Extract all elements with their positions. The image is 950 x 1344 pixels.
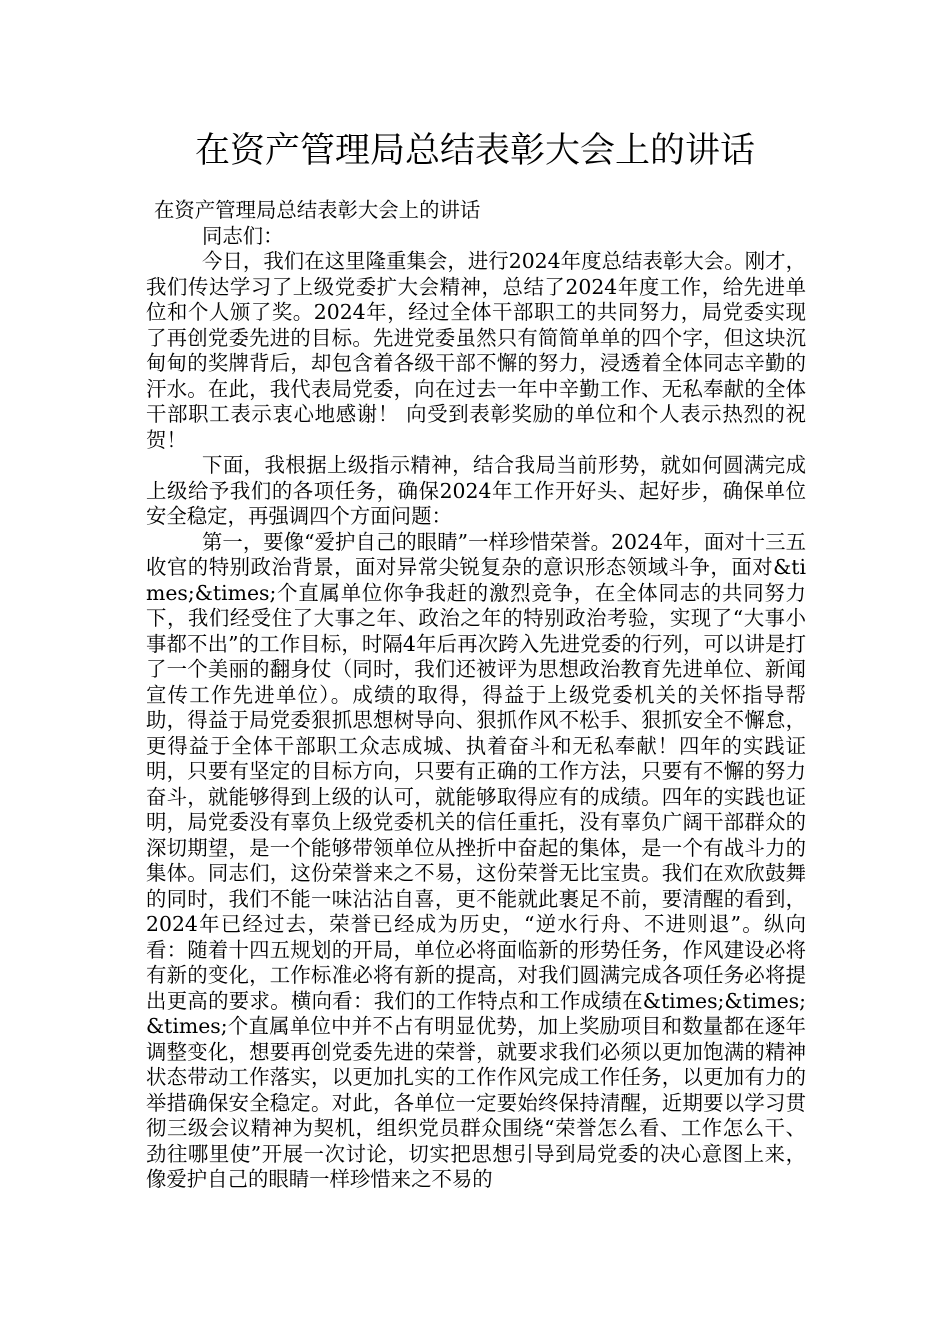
document-subtitle: 在资产管理局总结表彰大会上的讲话: [154, 198, 481, 222]
document-body: [146, 198, 806, 1193]
paragraph: 第一，要像“爱护自己的眼睛”一样珍惜荣誉。2024年，面对十三五收官的特别政治背景，面对异常尖锐复杂的意识形态领域斗争，面对&times;&times;个直属单位你争我赶的激烈竞争，在全体同志的共同努力下，我们经受住了大事之年、政治之年的特别政治考验，实现了“大事小事都不出”的工作目标，时隔4年后再次跨入先进党委的行列，可以讲是打了一个美丽的翻身仗（同时，我们还被评为思想政治教育先进单位、新闻宣传工作先进单位）。成绩的取得，得益于上级党委机关的关怀指导帮助，得益于局党委狠抓思想树导向、狠抓作风不松手、狠抓安全不懈怠，更得益于全体干部职工众志成城、执着奋斗和无私奉献！四年的实践证明，只要有坚定的目标方向，只要有正确的工作方法，只要有不懈的努力奋斗，就能够得到上级的认可，就能够取得应有的成绩。四年的实践也证明，局党委没有辜负上级党委机关的信任重托，没有辜负广阔干部群众的深切期望，是一个能够带领单位从挫折中奋起的集体，是一个有战斗力的集体。同志们，这份荣誉来之不易，这份荣誉无比宝贵。我们在欢欣鼓舞的同时，我们不能一味沾沾自喜，更不能就此裹足不前，要清醒的看到，2024年已经过去，荣誉已经成为历史，“逆水行舟、不进则退”。纵向看：随着十四五规划的开局，单位必将面临新的形势任务，作风建设必将有新的变化，工作标准必将有新的提高，对我们圆满完成各项任务必将提出更高的要求。横向看：我们的工作特点和工作成绩在&times;&times;&times;个直属单位中并不占有明显优势，加上奖励项目和数量都在逐年调整变化，想要再创党委先进的荣誉，就要求我们必须以更加饱满的精神状态带动工作落实，以更加扎实的工作作风完成工作任务，以更加有力的举措确保安全稳定。对此，各单位一定要始终保持清醒，近期要以学习贯彻三级会议精神为契机，组织党员群众围绕“荣誉怎么看、工作怎么干、劲往哪里使”开展一次讨论，切实把思想引导到局党委的决心意图上来，像爱护自己的眼睛一样珍惜来之不易的: [146, 529, 806, 1191]
paragraph: 下面，我根据上级指示精神，结合我局当前形势，就如何圆满完成上级给予我们的各项任务，确保2024年工作开好头、起好步，确保单位安全稳定，再强调四个方面问题：: [146, 453, 806, 528]
document-title: 在资产管理局总结表彰大会上的讲话: [194, 131, 755, 171]
paragraph: 今日，我们在这里隆重集会，进行2024年度总结表彰大会。刚才，我们传达学习了上级党委扩大会精神，总结了2024年度工作，给先进单位和个人颁了奖。2024年，经过全体干部职工的共同努力，局党委实现了再创党委先进的目标。先进党委虽然只有简简单单的四个字，但这块沉甸甸的奖牌背后，却包含着各级干部不懈的努力，浸透着全体同志辛勤的汗水。在此，我代表局党委，向在过去一年中辛勤工作、无私奉献的全体干部职工表示衷心地感谢！ 向受到表彰奖励的单位和个人表示热烈的祝贺！: [146, 249, 806, 452]
salutation: 同志们：: [202, 223, 284, 248]
